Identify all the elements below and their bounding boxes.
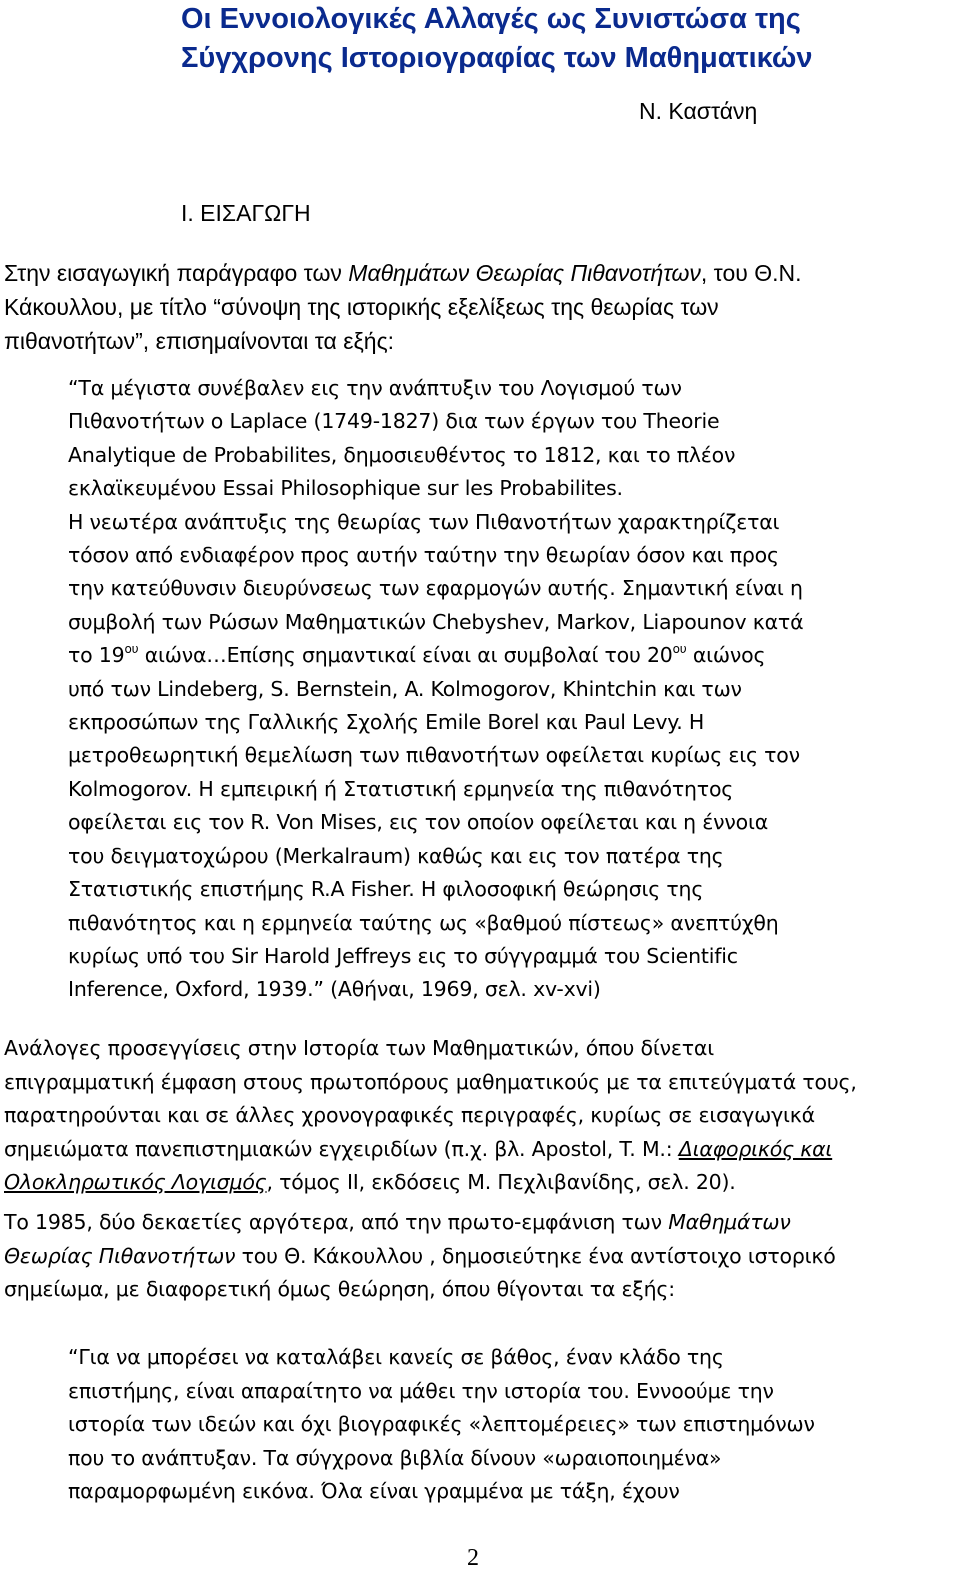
book-title: Μαθημάτων Θεωρίας Πιθανοτήτων: [348, 260, 701, 286]
title-line-1: Οι Εννοιολογικές Αλλαγές ως Συνιστώσα της: [181, 3, 801, 35]
para-line: επιγραμματική έμφαση στους πρωτοπόρους μαθηματικούς με τα επιτεύγματά τους,: [4, 1069, 857, 1094]
quote-line: εκπροσώπων της Γαλλικής Σχολής Emile Borel και Paul Levy. Η: [68, 710, 705, 735]
book-title-link[interactable]: Διαφορικός και: [678, 1136, 833, 1161]
quote-line: κυρίως υπό του Sir Harold Jeffreys εις το σύγγραμμά του Scientific: [68, 943, 738, 968]
body-paragraph-3: [4, 1206, 939, 1307]
quote-line: ιστορία των ιδεών και όχι βιογραφικές «λεπτομέρειες» των επιστημόνων: [68, 1412, 815, 1436]
quote-line: εκλαϊκευμένου Essai Philosophique sur les Probabilites.: [68, 476, 623, 501]
book-title: Μαθημάτων: [668, 1210, 791, 1234]
superscript: ου: [672, 642, 687, 657]
document-title: [181, 0, 901, 78]
quote-line: συμβολή των Ρώσων Μαθηματικών Chebyshev, Markov, Liapounov κατά: [68, 609, 804, 634]
title-line-2: Σύγχρονης Ιστοριογραφίας των Μαθηματικών: [181, 42, 813, 74]
quote-line: μετροθεωρητική θεμελίωση των πιθανοτήτων οφείλεται κυρίως εις τον: [68, 743, 800, 768]
page-number: 2: [467, 1545, 479, 1571]
book-title-link[interactable]: Ολοκληρωτικός Λογισμός: [4, 1170, 267, 1194]
para-line: σημείωμα, με διαφορετική όμως θεώρηση, όπου θίγονται τα εξής:: [4, 1277, 675, 1301]
superscript: ου: [124, 642, 139, 657]
quote-line: “Τα μέγιστα συνέβαλεν εις την ανάπτυξιν του Λογισμού των: [68, 376, 682, 400]
para-line: Ολοκληρωτικός Λογισμός, τόμος ΙΙ, εκδόσεις Μ. Πεχλιβανίδης, σελ. 20).: [4, 1170, 736, 1194]
block-quote-1: [68, 372, 938, 1007]
para-line: Το 1985, δύο δεκαετίες αργότερα, από την πρωτο-εμφάνιση των Μαθημάτων: [4, 1210, 791, 1234]
quote-line: τόσον από ενδιαφέρον προς αυτήν ταύτην την θεωρίαν όσον και προς: [68, 543, 779, 568]
body-paragraph-2: [4, 1032, 939, 1200]
quote-line: το $19^{o\upsilon}$ αιώνα…Επίσης σημαντικαί είναι αι συμβολαί του $20^{o\upsilon}$ αιώνος: [68, 642, 766, 668]
intro-paragraph: [4, 256, 934, 358]
quote-line: Πιθανοτήτων ο Laplace (1749-1827) δια των έργων του Theorie: [68, 409, 720, 434]
block-quote-2: [68, 1341, 938, 1509]
quote-line: παραμορφωμένη εικόνα. Όλα είναι γραμμένα με τάξη, έχουν: [68, 1479, 680, 1503]
para-line: σημειώματα πανεπιστημιακών εγχειριδίων (π.χ. βλ. Apostol, T. M.: Διαφορικός και: [4, 1136, 833, 1161]
quote-line: του δειγματοχώρου (Merkalraum) καθώς και εις τον πατέρα της: [68, 843, 724, 868]
book-title: Θεωρίας Πιθανοτήτων: [4, 1243, 236, 1268]
quote-line: “Για να μπορέσει να καταλάβει κανείς σε βάθος, έναν κλάδο της: [68, 1345, 724, 1369]
para-line: Θεωρίας Πιθανοτήτων του Θ. Κάκουλλου , δημοσιεύτηκε ένα αντίστοιχο ιστορικό: [4, 1243, 836, 1268]
quote-line: την κατεύθυνσιν διευρύνσεως των εφαρμογών αυτής. Σημαντική είναι η: [68, 576, 803, 601]
quote-line: οφείλεται εις τον R. Von Mises, εις τον οποίον οφείλεται και η έννοια: [68, 810, 769, 835]
para-line: Ανάλογες προσεγγίσεις στην Ιστορία των Μαθηματικών, όπου δίνεται: [4, 1036, 714, 1060]
quote-line: που το ανάπτυξαν. Τα σύγχρονα βιβλία δίνουν «ωραιοποιημένα»: [68, 1445, 722, 1470]
intro-line: Κάκουλλου, με τίτλο “σύνοψη της ιστορικής εξελίξεως της θεωρίας των: [4, 294, 719, 320]
quote-line: Analytique de Probabilites, δημοσιευθέντος το 1812, και το πλέον: [68, 442, 736, 467]
quote-line: υπό των Lindeberg, S. Bernstein, A. Kolmogorov, Khintchin και των: [68, 676, 742, 701]
author-name: Ν. Καστάνη: [639, 98, 758, 124]
quote-line: Inference, Oxford, 1939.” (Αθήναι, 1969, σελ. xv-xvi): [68, 977, 601, 1002]
quote-line: Kolmogorov. Η εμπειρική ή Στατιστική ερμηνεία της πιθανότητος: [68, 776, 734, 801]
section-heading: Ι. ΕΙΣΑΓΩΓΗ: [181, 200, 311, 226]
intro-line: πιθανοτήτων”, επισημαίνονται τα εξής:: [4, 328, 395, 354]
quote-line: Στατιστικής επιστήμης R.A Fisher. Η φιλοσοφική θεώρησις της: [68, 877, 704, 902]
para-line: παρατηρούνται και σε άλλες χρονογραφικές περιγραφές, κυρίως σε εισαγωγικά: [4, 1103, 815, 1127]
quote-line: πιθανότητος και η ερμηνεία ταύτης ως «βαθμού πίστεως» ανεπτύχθη: [68, 910, 779, 935]
quote-line: επιστήμης, είναι απαραίτητο να μάθει την ιστορία του. Εννοούμε την: [68, 1378, 774, 1403]
intro-line: Στην εισαγωγική παράγραφο των Μαθημάτων Θεωρίας Πιθανοτήτων, του Θ.Ν.: [4, 260, 802, 286]
quote-line: Η νεωτέρα ανάπτυξις της θεωρίας των Πιθανοτήτων χαρακτηρίζεται: [68, 509, 780, 534]
